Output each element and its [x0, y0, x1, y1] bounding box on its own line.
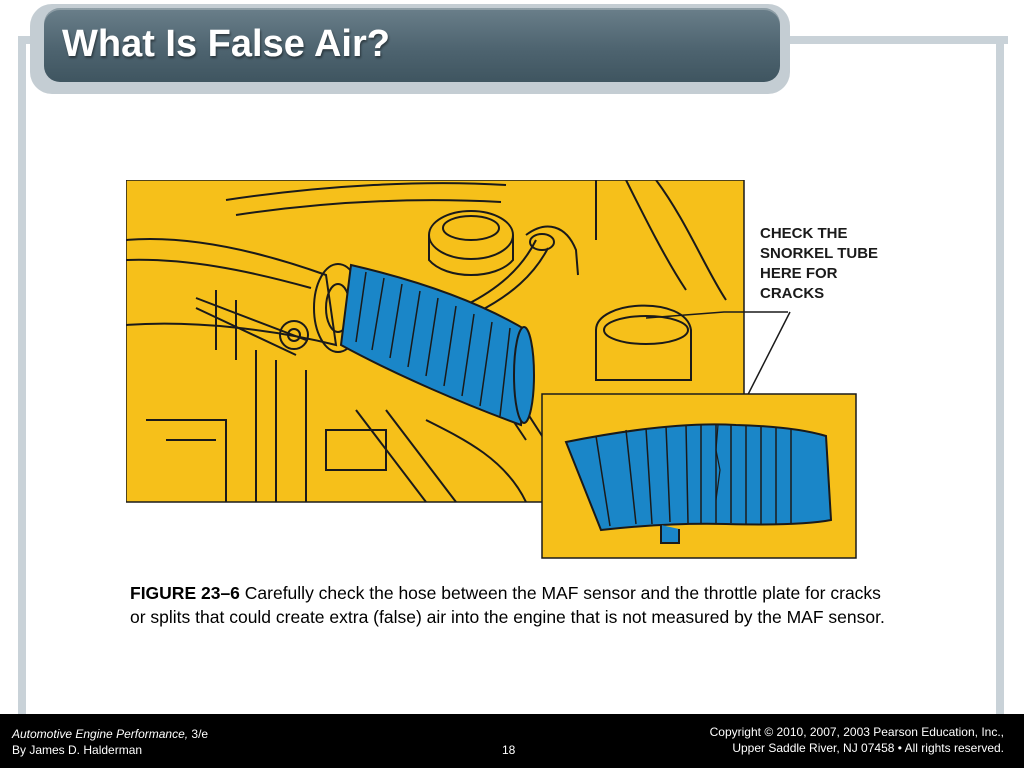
footer — [0, 714, 1024, 768]
copyright-line-2: Upper Saddle River, NJ 07458 • All rights reserved. — [732, 741, 1004, 755]
footer-copyright — [710, 724, 1004, 756]
engine-illustration — [126, 180, 888, 560]
footer-edition: 3/e — [188, 727, 209, 741]
callout-line-4: CRACKS — [760, 285, 825, 302]
footer-author: By James D. Halderman — [12, 743, 143, 757]
page-number: 18 — [502, 743, 516, 757]
figure-label: FIGURE 23–6 — [130, 583, 240, 603]
callout-line-1: CHECK THE — [760, 225, 848, 242]
callout-line-3: HERE FOR — [760, 265, 838, 282]
figure-caption-text: Carefully check the hose between the MAF sensor and the throttle plate for cracks or splits that could create extra (false) air into the engine that is not measured by the MAF sensor. — [130, 583, 885, 627]
slide-title: What Is False Air? — [62, 23, 390, 65]
callout-text — [760, 225, 882, 302]
footer-book-info — [12, 726, 208, 758]
frame-right-border — [996, 36, 1004, 716]
figure-caption — [130, 581, 900, 629]
callout-line-2: SNORKEL TUBE — [760, 245, 879, 262]
frame-left-border — [18, 36, 26, 716]
copyright-line-1: Copyright © 2010, 2007, 2003 Pearson Education, Inc., — [709, 725, 1004, 739]
footer-book-title: Automotive Engine Performance, — [12, 727, 189, 741]
